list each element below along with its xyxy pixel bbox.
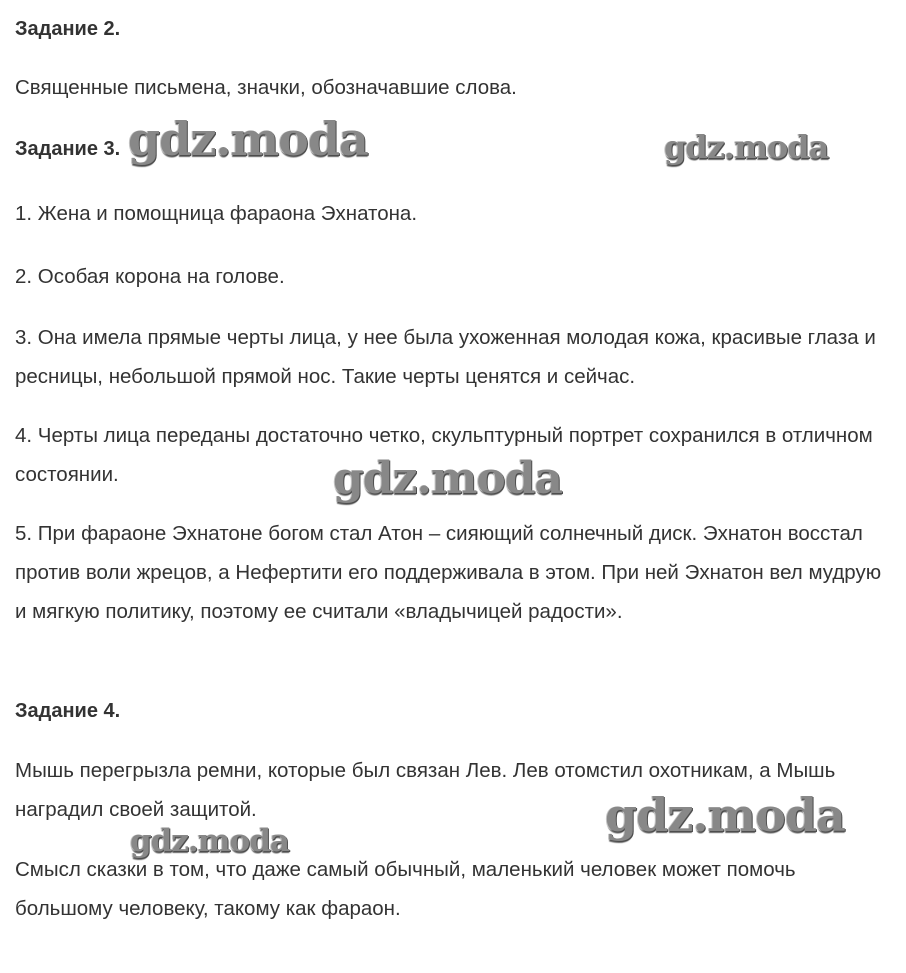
watermark-logo: gdz.moda — [128, 112, 368, 166]
task-3-item-3: 3. Она имела прямые черты лица, у нее была ухоженная молодая кожа, красивые глаза и ресницы, небольшой прямой нос. Такие черты ценятся и сейчас. — [15, 326, 876, 388]
task-3-item-5: 5. При фараоне Эхнатоне богом стал Атон – сияющий солнечный диск. Эхнатон восстал против воли жрецов, а Нефертити его поддерживала в этом. При ней Эхнатон вел мудрую и мягкую политику, поэтому ее считали «владычицей радости». — [15, 522, 882, 623]
task-2-heading: Задание 2. — [15, 18, 121, 40]
task-3-item-2: 2. Особая корона на голове. — [15, 265, 285, 288]
task-4-paragraph-2: Смысл сказки в том, что даже самый обычный, маленький человек может помочь большому человеку, такому как фараон. — [15, 858, 796, 920]
task-3-item-1: 1. Жена и помощница фараона Эхнатона. — [15, 202, 418, 225]
task-4-heading: Задание 4. — [15, 700, 121, 722]
watermark-logo: gdz.moda — [605, 788, 845, 842]
watermark-logo: gdz.moda — [130, 823, 289, 859]
watermark-logo: gdz.moda — [333, 453, 563, 504]
task-2-answer: Священные письмена, значки, обозначавшие слова. — [15, 76, 517, 99]
watermark-logo: gdz.moda — [664, 128, 829, 166]
task-3-heading: Задание 3. — [15, 138, 121, 160]
task-3-item-4: 4. Черты лица переданы достаточно четко, скульптурный портрет сохранился в отличном состоянии. — [15, 424, 873, 486]
task-4-paragraph-1: Мышь перегрызла ремни, которые был связан Лев. Лев отомстил охотникам, а Мышь наградил своей защитой. — [15, 759, 836, 821]
